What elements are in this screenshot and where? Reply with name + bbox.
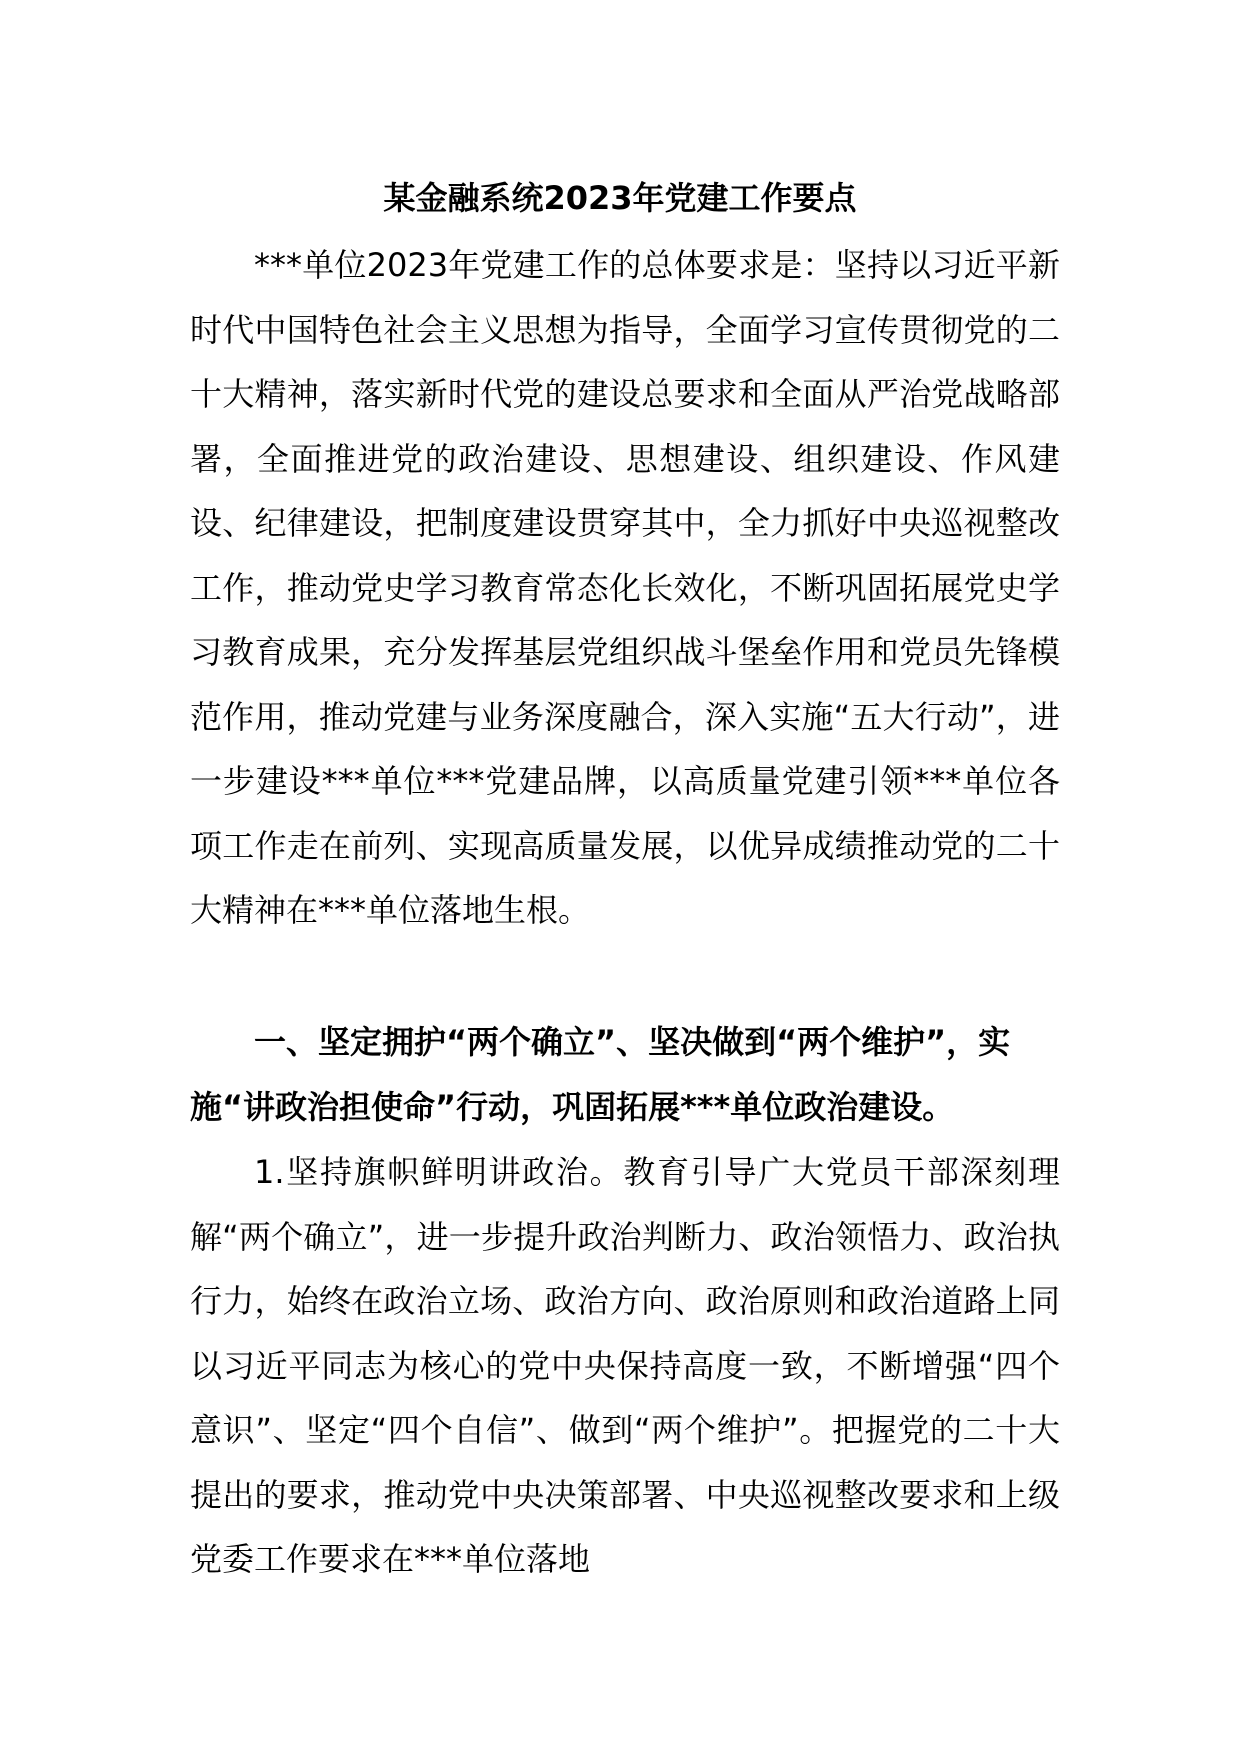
item-1-paragraph: 1.坚持旗帜鲜明讲政治。教育引导广大党员干部深刻理解“两个确立”，进一步提升政治判断力、政治领悟力、政治执行力，始终在政治立场、政治方向、政治原则和政治道路上同以习近平同志为核心的党中央保持高度一致，不断增强“四个意识”、坚定“四个自信”、做到“两个维护”。把握党的二十大提出的要求，推动党中央决策部署、中央巡视整改要求和上级党委工作要求在***单位落地 [190, 1153, 1060, 1578]
document-title: 某金融系统2023年党建工作要点 [383, 179, 857, 217]
section-heading-1: 一、坚定拥护“两个确立”、坚决做到“两个维护”，实施“讲政治担使命”行动，巩固拓展***单位政治建设。 [190, 1023, 1011, 1126]
intro-paragraph: ***单位2023年党建工作的总体要求是：坚持以习近平新时代中国特色社会主义思想为指导，全面学习宣传贯彻党的二十大精神，落实新时代党的建设总要求和全面从严治党战略部署，全面推进党的政治建设、思想建设、组织建设、作风建设、纪律建设，把制度建设贯穿其中，全力抓好中央巡视整改工作，推动党史学习教育常态化长效化，不断巩固拓展党史学习教育成果，充分发挥基层党组织战斗堡垒作用和党员先锋模范作用，推动党建与业务深度融合，深入实施“五大行动”，进一步建设***单位***党建品牌，以高质量党建引领***单位各项工作走在前列、实现高质量发展，以优异成绩推动党的二十大精神在***单位落地生根。 [190, 246, 1060, 929]
